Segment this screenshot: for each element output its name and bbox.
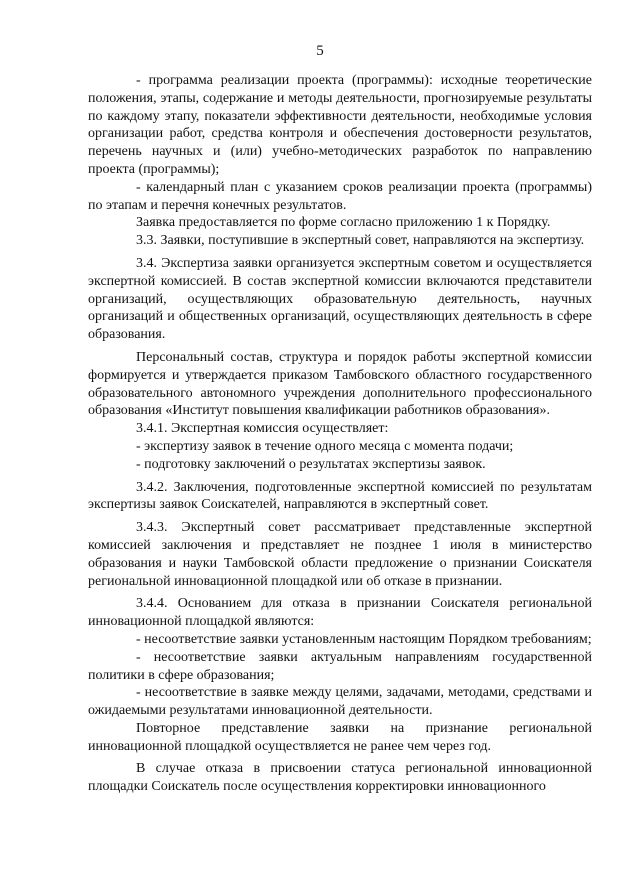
list-item-conclusions: - подготовку заключений о результатах экспертизы заявок.: [136, 456, 486, 472]
paragraph-program-list-item: - программа реализации проекта (программы): исходные теоретические положения, этапы, содержание и методы деятельности, прогнозируемые результаты по каждому этапу, показатели эффективности деятельности, необходимые условия организации работ, средства контроля и обеспечения достоверности результатов, перечень научных и (или) учебно-методических разработок по направлению проекта (программы);: [88, 73, 592, 177]
paragraph-application-form: Заявка предоставляется по форме согласно приложению 1 к Порядку.: [136, 215, 551, 231]
paragraph-3-3: 3.3. Заявки, поступившие в экспертный совет, направляются на экспертизу.: [136, 233, 585, 249]
paragraph-refusal-case: В случае отказа в присвоении статуса региональной инновационной площадки Соискатель после осуществления корректировки инновационного: [88, 761, 592, 795]
paragraph-3-4-4: 3.4.4. Основанием для отказа в признании Соискателя региональной инновационной площадкой являются:: [88, 596, 592, 630]
page-number: 5: [316, 43, 324, 59]
list-item-goals-mismatch: - несоответствие в заявке между целями, задачами, методами, средствами и ожидаемыми результатами инновационной деятельности.: [88, 685, 592, 719]
paragraph-repeat-submission: Повторное представление заявки на признание региональной инновационной площадкой осуществляется не ранее чем через год.: [88, 720, 592, 754]
list-item-policy-mismatch: - несоответствие заявки актуальным направлениям государственной политики в сфере образования;: [88, 649, 592, 683]
paragraph-3-4-3: 3.4.3. Экспертный совет рассматривает представленные экспертной комиссией заключения и представляет не позднее 1 июля в министерство образования и науки Тамбовской области предложение о признании Соискателя региональной инновационной площадкой или об отказе в признании.: [88, 520, 592, 589]
list-item-requirements-mismatch: - несоответствие заявки установленным настоящим Порядком требованиям;: [136, 631, 592, 647]
list-item-expertise: - экспертизу заявок в течение одного месяца с момента подачи;: [136, 438, 514, 454]
paragraph-3-4-2: 3.4.2. Заключения, подготовленные экспертной комиссией по результатам экспертизы заявок Соискателей, направляются в экспертный совет.: [88, 479, 592, 513]
document-body: [88, 72, 592, 796]
paragraph-commission-composition: Персональный состав, структура и порядок работы экспертной комиссии формируется и утверждается приказом Тамбовского областного государственного образовательного автономного учреждения дополнительного профессионального образования «Институт повышения квалификации работников образования».: [88, 349, 592, 419]
paragraph-calendar-plan-item: - календарный план с указанием сроков реализации проекта (программы) по этапам и перечня конечных результатов.: [88, 179, 592, 213]
paragraph-3-4-1: 3.4.1. Экспертная комиссия осуществляет:: [136, 421, 389, 437]
paragraph-3-4: 3.4. Экспертиза заявки организуется экспертным советом и осуществляется экспертной комиссией. В состав экспертной комиссии включаются представители организаций, осуществляющих образовательную деятельность, научных организаций и общественных организаций, осуществляющих деятельность в сфере образования.: [88, 255, 592, 343]
